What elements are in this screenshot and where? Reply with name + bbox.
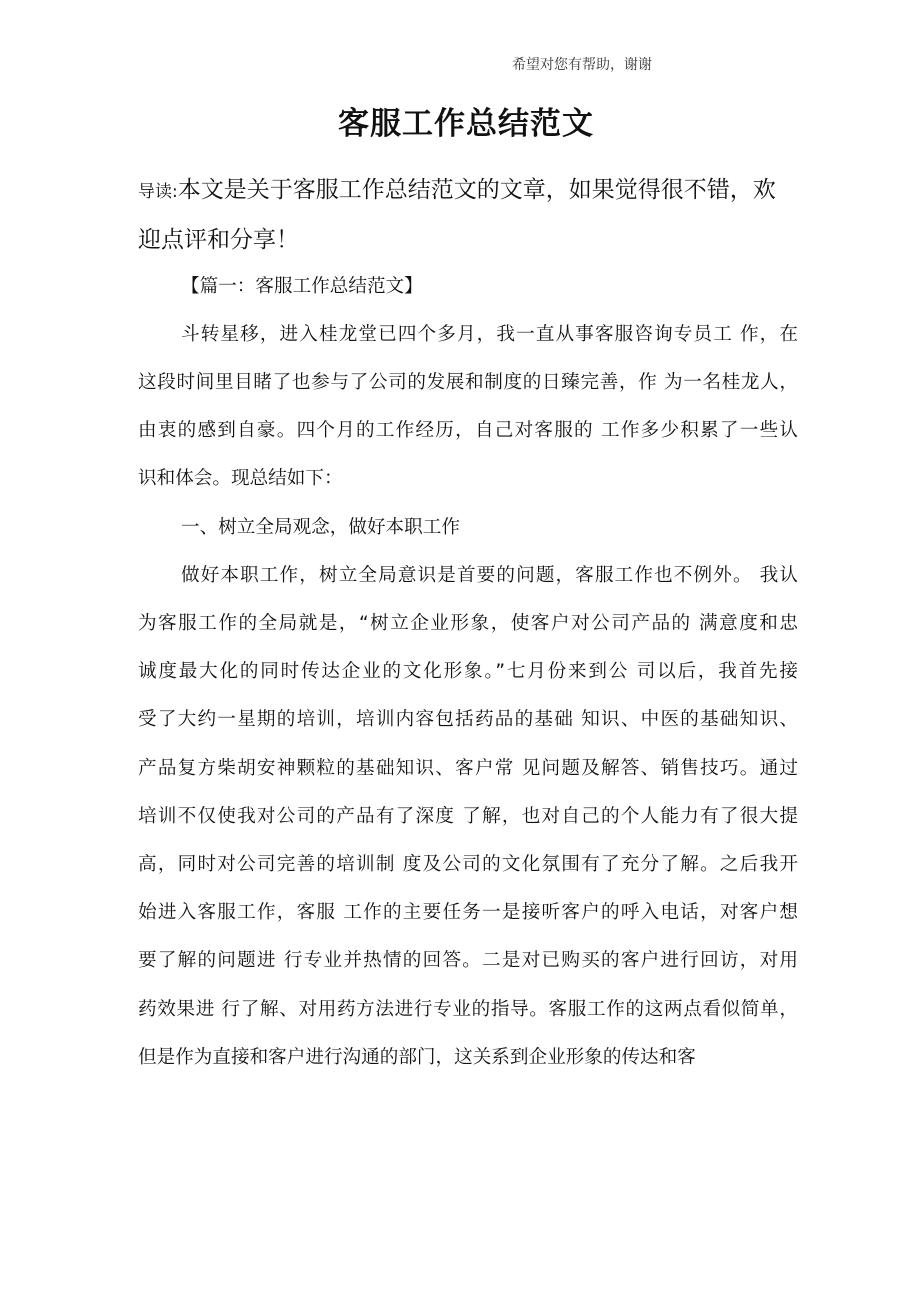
body-line: 这段时间里目睹了也参与了公司的发展和制度的日臻完善，作 为一名桂龙人， — [138, 372, 798, 393]
body-line: 但是作为直接和客户进行沟通的部门，这关系到企业形象的传达和客 — [138, 1047, 696, 1068]
body-line: 做好本职工作，树立全局意识是首要的问题，客服工作也不例外。 我认 — [181, 565, 798, 586]
body-line: 由衷的感到自豪。四个月的工作经历，自己对客服的 工作多少积累了一些认 — [138, 420, 798, 441]
body-line: 诚度最大化的同时传达企业的文化形象。”七月份来到公 司以后，我首先接 — [138, 661, 798, 682]
body-line: 培训不仅使我对公司的产品有了深度 了解，也对自己的个人能力有了很大提 — [138, 806, 798, 827]
subheading: 一、树立全局观念，做好本职工作 — [181, 517, 460, 538]
body-line: 受了大约一星期的培训，培训内容包括药品的基础 知识、中医的基础知识、 — [138, 709, 798, 730]
section-heading: 【篇一：客服工作总结范文】 — [181, 276, 423, 297]
body-line: 识和体会。现总结如下： — [138, 468, 343, 489]
body-line: 始进入客服工作，客服 工作的主要任务一是接听客户的呼入电话，对客户想 — [138, 902, 798, 923]
intro-label: 导读: — [138, 182, 178, 202]
header-note: 希望对您有帮助，谢谢 — [512, 57, 652, 73]
intro-text: 本文是关于客服工作总结范文的文章，如果觉得很不错，欢迎点评和分享！ — [138, 177, 776, 253]
document-title: 客服工作总结范文 — [338, 106, 594, 142]
body-line: 产品复方柴胡安神颗粒的基础知识、客户常 见问题及解答、销售技巧。通过 — [138, 758, 798, 779]
body-line: 斗转星移，进入桂龙堂已四个多月，我一直从事客服咨询专员工 作，在 — [181, 324, 798, 345]
body-line: 高，同时对公司完善的培训制 度及公司的文化氛围有了充分了解。之后我开 — [138, 854, 798, 875]
intro-paragraph — [138, 166, 798, 264]
body-line: 为客服工作的全局就是，“树立企业形象，使客户对公司产品的 满意度和忠 — [138, 613, 798, 634]
body-line: 要了解的问题进 行专业并热情的回答。二是对已购买的客户进行回访，对用 — [138, 950, 798, 971]
body-line: 药效果进 行了解、对用药方法进行专业的指导。客服工作的这两点看似简单， — [138, 999, 798, 1020]
